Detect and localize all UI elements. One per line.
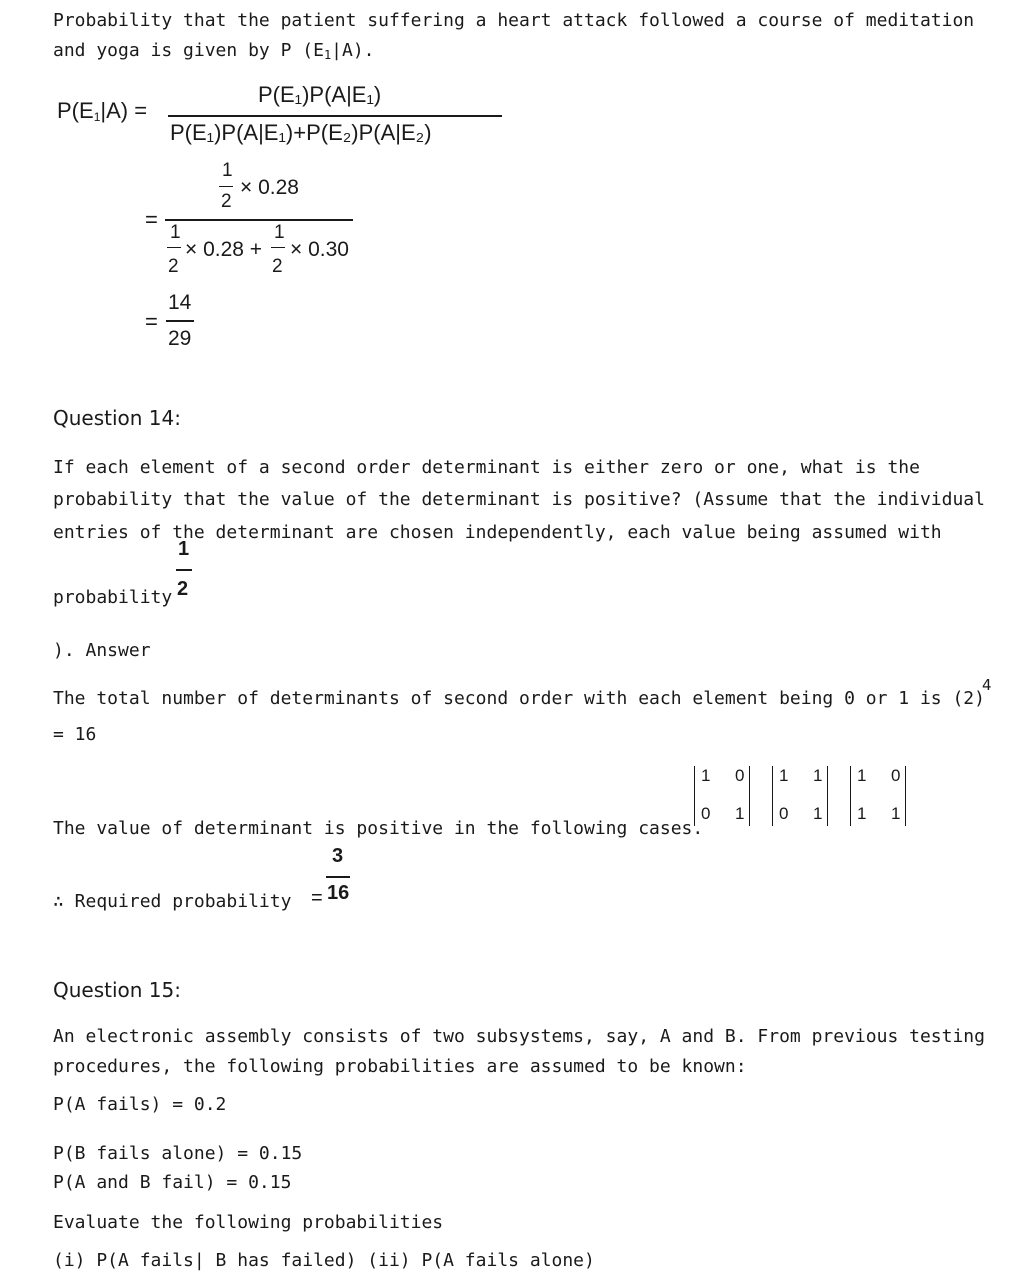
q14-total-exponent: 4 <box>982 676 992 694</box>
det2-d: 1 <box>813 804 823 823</box>
formula-lhs-head: P(E <box>57 98 94 123</box>
q14-prob-bar <box>176 569 192 571</box>
det3-b: 0 <box>891 766 901 785</box>
q14-total-line: The total number of determinants of second order with each element being 0 or 1 is (2) <box>53 688 985 709</box>
formula-lhs-sub: 1 <box>93 110 101 124</box>
det3-c: 1 <box>857 804 867 823</box>
formula-lhs-tail: |A) = <box>100 98 148 123</box>
step2-den-times-030: × 0.30 <box>290 238 349 261</box>
q14-required-bar <box>326 876 350 878</box>
q14-line-1: If each element of a second order determinant is either zero or one, what is the <box>53 457 920 478</box>
q14-line-3: entries of the determinant are chosen independently, each value being assumed with <box>53 522 942 543</box>
determinant-3 <box>850 766 906 826</box>
step2-den-half2-den: 2 <box>272 256 283 277</box>
det2-a: 1 <box>779 766 789 785</box>
det1-a: 1 <box>701 766 711 785</box>
step2-fraction-bar <box>165 219 353 221</box>
q14-required-num: 3 <box>332 845 344 867</box>
q14-answer-label: ). Answer <box>53 640 151 661</box>
formula-numerator: P(E₁)P(A|E₁) <box>258 82 382 107</box>
intro-line-2-suffix: |A). <box>331 40 375 61</box>
q15-pa: P(A fails) = 0.2 <box>53 1094 227 1115</box>
q15-line-2: procedures, the following probabilities are assumed to be known: <box>53 1056 747 1077</box>
formula-denominator: P(E₁)P(A|E₁)+P(E₂)P(A|E₂) <box>170 120 432 145</box>
det3-a: 1 <box>857 766 867 785</box>
q15-pb: P(B fails alone) = 0.15 <box>53 1143 303 1164</box>
q14-positive-line: The value of determinant is positive in the following cases. <box>53 818 704 839</box>
q14-required-probability: ∴ Required probability <box>53 891 292 912</box>
determinant-1 <box>694 766 750 826</box>
det1-d: 1 <box>735 804 745 823</box>
det3-d: 1 <box>891 804 901 823</box>
det2-b: 1 <box>813 766 823 785</box>
q14-required-equals: = <box>311 887 323 909</box>
intro-line-2 <box>53 40 375 62</box>
step3-den: 29 <box>168 327 192 350</box>
step2-equals: = <box>145 207 158 232</box>
q15-parts: (i) P(A fails| B has failed) (ii) P(A fails alone) <box>53 1250 595 1271</box>
q15-line-1: An electronic assembly consists of two subsystems, say, A and B. From previous testing <box>53 1026 985 1047</box>
q14-probability-word: probability <box>53 587 173 608</box>
step3-fraction-bar <box>166 320 194 322</box>
determinant-2 <box>772 766 828 826</box>
step2-num-half-bar <box>219 186 233 187</box>
q14-prob-num: 1 <box>178 538 190 560</box>
step2-den-half2-num: 1 <box>274 222 285 243</box>
q14-line-2: probability that the value of the determinant is positive? (Assume that the individual <box>53 489 985 510</box>
q15-heading: Question 15: <box>53 978 181 1002</box>
step2-num-times: × 0.28 <box>240 176 299 199</box>
q15-pab: P(A and B fail) = 0.15 <box>53 1172 292 1193</box>
intro-line-2-sub: 1 <box>323 48 332 62</box>
q14-total-equals: = 16 <box>53 724 97 745</box>
step2-num-half-num: 1 <box>222 160 233 181</box>
step2-den-half2-bar <box>271 247 285 248</box>
step2-num-half-den: 2 <box>221 191 232 212</box>
q14-required-den: 16 <box>327 882 350 904</box>
intro-line-2-prefix: and yoga is given by P (E <box>53 40 324 61</box>
det2-c: 0 <box>779 804 789 823</box>
step2-den-half1-num: 1 <box>170 222 181 243</box>
q14-prob-den: 2 <box>177 578 189 600</box>
det1-c: 0 <box>701 804 711 823</box>
formula-fraction-bar <box>168 115 502 117</box>
step3-num: 14 <box>168 291 192 314</box>
q15-evaluate: Evaluate the following probabilities <box>53 1212 444 1233</box>
step2-den-half1-bar <box>167 247 181 248</box>
step2-den-half1-den: 2 <box>168 256 179 277</box>
det1-b: 0 <box>735 766 745 785</box>
step3-equals: = <box>145 309 158 334</box>
formula-lhs <box>57 98 147 124</box>
q14-heading: Question 14: <box>53 406 181 430</box>
intro-line-1: Probability that the patient suffering a heart attack followed a course of meditation <box>53 10 975 31</box>
step2-den-times-028: × 0.28 + <box>185 238 263 261</box>
